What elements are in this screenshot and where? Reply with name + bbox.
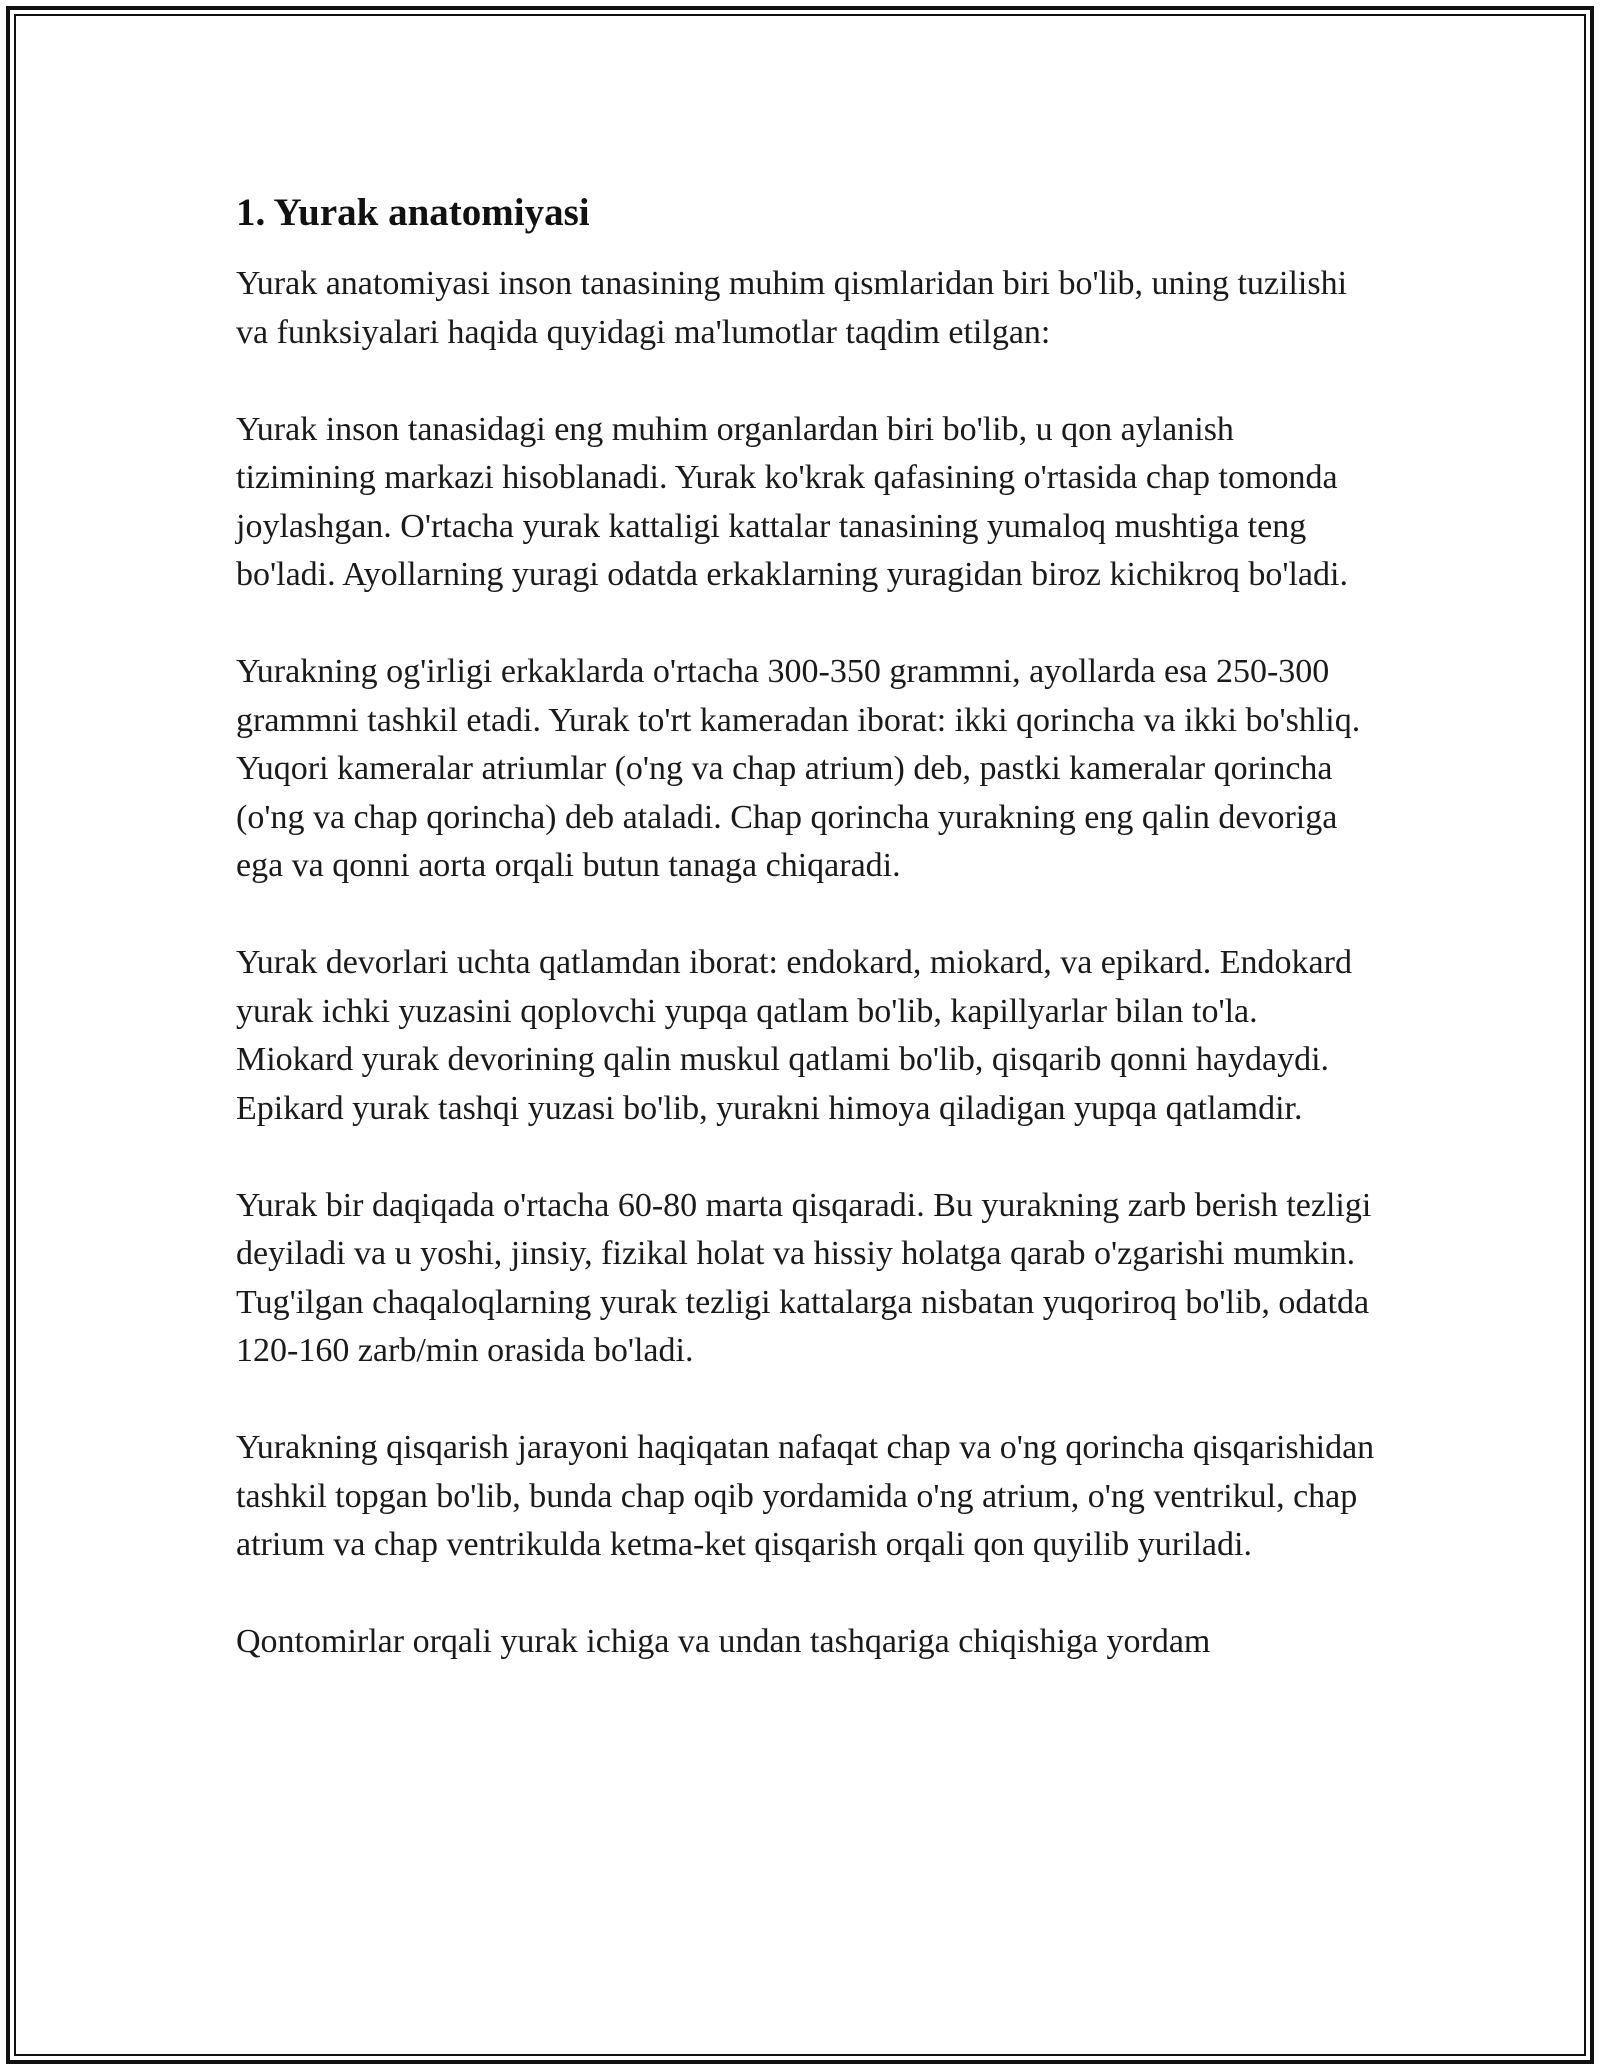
document-body xyxy=(236,186,1376,1667)
paragraph-heart-rate: Yurak bir daqiqada o'rtacha 60-80 marta qisqaradi. Bu yurakning zarb berish tezligi deyiladi va u yoshi, jinsiy, fizikal holat va hissiy holatga qarab o'zgarishi mumkin. Tug'ilgan chaqaloqlarning yurak tezligi kattalarga nisbatan yuqoriroq bo'lib, odatda 120-160 zarb/min orasida bo'ladi. xyxy=(236,1186,1372,1369)
paragraph-location: Yurak inson tanasidagi eng muhim organlardan biri bo'lib, u qon aylanish tizimining markazi hisoblanadi. Yurak ko'krak qafasining o'rtasida chap tomonda joylashgan. O'rtacha yurak kattaligi kattalar tanasining yumaloq mushtiga teng bo'ladi. Ayollarning yuragi odatda erkaklarning yuragidan biroz kichikroq bo'ladi. xyxy=(236,410,1348,593)
paragraph-vessels: Qontomirlar orqali yurak ichiga va undan tashqariga chiqishiga yordam xyxy=(236,1623,1211,1660)
paragraph-contraction: Yurakning qisqarish jarayoni haqiqatan nafaqat chap va o'ng qorincha qisqarishidan tashkil topgan bo'lib, bunda chap oqib yordamida o'ng atrium, o'ng ventrikul, chap atrium va chap ventrikulda ketma-ket qisqarish orqali qon quyilib yuriladi. xyxy=(236,1429,1375,1563)
paragraph-weight-chambers: Yurakning og'irligi erkaklarda o'rtacha 300-350 grammni, ayollarda esa 250-300 grammni tashkil etadi. Yurak to'rt kameradan iborat: ikki qorincha va ikki bo'shliq. Yuqori kameralar atriumlar (o'ng va chap atrium) deb, pastki kameralar qorincha (o'ng va chap qorincha) deb ataladi. Chap qorincha yurakning eng qalin devoriga ega va qonni aorta orqali butun tanaga chiqaradi. xyxy=(236,653,1361,884)
paragraph-intro: Yurak anatomiyasi inson tanasining muhim qismlaridan biri bo'lib, uning tuzilishi va funksiyalari haqida quyidagi ma'lumotlar taqdim etilgan: xyxy=(236,265,1348,351)
section-heading: 1. Yurak anatomiyasi xyxy=(236,191,590,234)
paragraph-wall-layers: Yurak devorlari uchta qatlamdan iborat: endokard, miokard, va epikard. Endokard yurak ichki yuzasini qoplovchi yupqa qatlam bo'lib, kapillyarlar bilan to'la. Miokard yurak devorining qalin muskul qatlami bo'lib, qisqarib qonni haydaydi. Epikard yurak tashqi yuzasi bo'lib, yurakni himoya qiladigan yupqa qatlamdir. xyxy=(236,944,1352,1127)
